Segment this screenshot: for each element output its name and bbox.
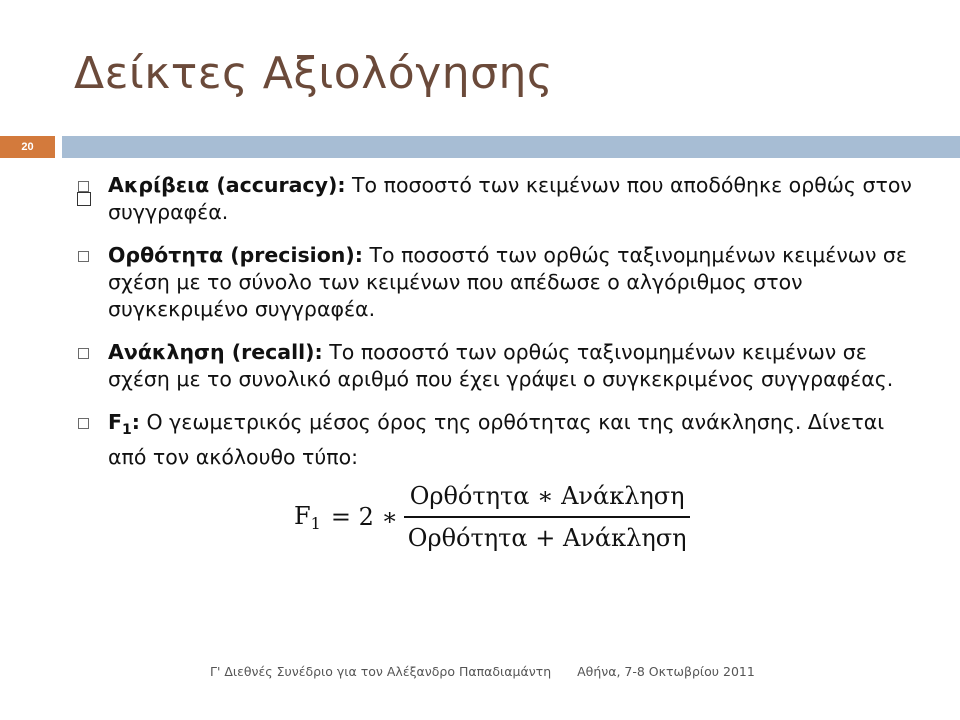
bullet-term-letter: F: [108, 410, 123, 434]
bullet-text: Το ποσοστό των κειμένων που αποδόθηκε ορθώς στον συγγραφέα.: [108, 173, 912, 224]
bullet-square-icon: [78, 418, 89, 429]
bullet-term: [108, 410, 140, 438]
formula-equals: = 2 ∗: [330, 503, 398, 531]
bullet-square-icon: [77, 192, 91, 206]
bullet-text: Ο γεωμετρικός μέσος όρος της ορθότητας και της ανάκλησης. Δίνεται από τον ακόλουθο τύπο:: [108, 410, 885, 469]
title-divider-bar: [62, 136, 960, 158]
slide-footer: [210, 664, 755, 679]
bullet-term: Ανάκληση (recall):: [108, 340, 323, 364]
bullet-term-colon: :: [131, 410, 140, 434]
bullet-square-icon: [78, 181, 89, 192]
formula-lhs-subscript: 1: [310, 513, 321, 533]
bullet-recall: [72, 339, 912, 393]
formula-lhs-letter: F: [294, 501, 311, 530]
bullet-list: [72, 172, 912, 471]
bullet-accuracy: [72, 172, 912, 226]
slide-number-badge: 20: [0, 136, 55, 158]
formula-denominator: Ορθότητα + Ανάκληση: [407, 524, 687, 552]
bullet-square-icon: [78, 348, 89, 359]
bullet-f1: [72, 409, 912, 471]
slide-title: Δείκτες Αξιολόγησης: [74, 48, 554, 99]
bullet-term-subscript: 1: [122, 422, 132, 438]
f1-formula: [294, 482, 690, 552]
footer-conference: Γ' Διεθνές Συνέδριο για τον Αλέξανδρο Παπαδιαμάντη: [210, 664, 552, 679]
bullet-text: Το ποσοστό των ορθώς ταξινομημένων κειμένων σε σχέση με το συνολικό αριθμό που έχει γράψει ο συγκεκριμένος συγγραφέας.: [108, 340, 894, 391]
bullet-square-icon: [78, 251, 89, 262]
bullet-term: Ορθότητα (precision):: [108, 243, 363, 267]
formula-fraction: [404, 482, 691, 552]
bullet-precision: [72, 242, 912, 323]
formula-numerator: Ορθότητα ∗ Ανάκληση: [409, 482, 685, 510]
bullet-term: Ακρίβεια (accuracy):: [108, 173, 346, 197]
formula-lhs: [294, 502, 321, 533]
footer-place-date: Αθήνα, 7-8 Οκτωβρίου 2011: [577, 664, 755, 679]
bullet-text: Το ποσοστό των ορθώς ταξινομημένων κειμένων σε σχέση με το σύνολο των κειμένων που απέδωσε ο αλγόριθμος στον συγκεκριμένο συγγραφέα.: [108, 243, 908, 321]
